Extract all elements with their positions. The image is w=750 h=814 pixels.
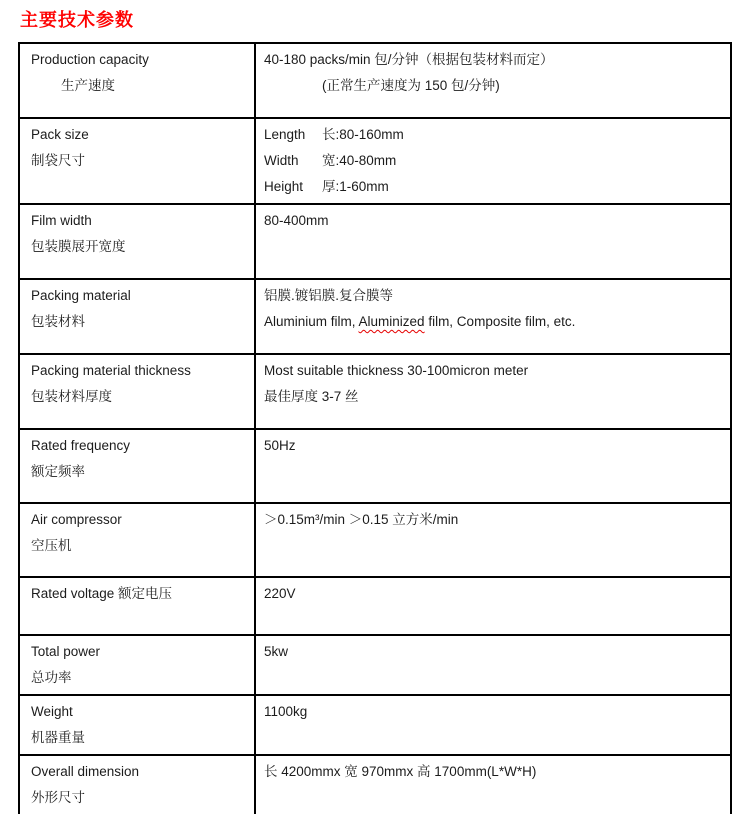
spec-line xyxy=(31,208,246,234)
spec-line xyxy=(31,234,246,260)
spec-text: 5kw xyxy=(264,644,289,659)
specs-table xyxy=(18,42,732,814)
spec-value-cell xyxy=(255,279,731,354)
spec-text: 包装材料厚度 xyxy=(31,389,112,404)
spec-line xyxy=(31,122,246,148)
spec-value-cell xyxy=(255,354,731,429)
spec-text: 外形尺寸 xyxy=(31,790,85,805)
spec-line xyxy=(264,759,722,785)
spec-name-cell xyxy=(19,118,255,204)
spec-line xyxy=(31,459,246,485)
spec-line xyxy=(31,581,246,607)
spec-line xyxy=(31,47,246,73)
spec-line xyxy=(264,208,722,234)
spec-text: 包装材料 xyxy=(31,314,85,329)
spec-value-cell xyxy=(255,204,731,279)
table-row-rated-frequency xyxy=(19,429,731,503)
spec-name-cell xyxy=(19,429,255,503)
spec-line xyxy=(264,148,722,174)
spec-text: Production capacity xyxy=(31,52,149,67)
spec-line xyxy=(31,358,246,384)
spec-line xyxy=(264,581,722,607)
spec-name-cell xyxy=(19,204,255,279)
spec-value-cell xyxy=(255,118,731,204)
spec-line xyxy=(31,699,246,725)
spec-text: Packing material thickness xyxy=(31,363,191,378)
spec-text: (正常生产速度为 150 包/分钟) xyxy=(322,78,500,93)
spec-line xyxy=(264,507,722,533)
spec-name-cell xyxy=(19,279,255,354)
spec-text: ＞0.15m³/min ＞0.15 立方米/min xyxy=(264,512,459,527)
spec-text: Rated frequency xyxy=(31,438,131,453)
spec-value-cell xyxy=(255,503,731,577)
spec-line xyxy=(264,283,722,309)
table-row-production-capacity xyxy=(19,43,731,118)
spec-text: 50Hz xyxy=(264,438,296,453)
spec-text: 总功率 xyxy=(31,670,72,685)
spec-text: 额定频率 xyxy=(31,464,85,479)
spec-text: Rated voltage 额定电压 xyxy=(31,586,173,601)
spec-line xyxy=(264,122,722,148)
spec-text: Most suitable thickness 30-100micron meter xyxy=(264,363,529,378)
spec-value-cell xyxy=(255,755,731,814)
spec-line xyxy=(31,283,246,309)
spec-line xyxy=(264,639,722,665)
spec-line xyxy=(31,384,246,410)
table-row-packing-material xyxy=(19,279,731,354)
spec-line xyxy=(31,759,246,785)
spec-text: Film width xyxy=(31,213,92,228)
spec-line xyxy=(31,433,246,459)
spec-text: 80-400mm xyxy=(264,213,329,228)
spec-value-cell xyxy=(255,577,731,635)
spec-line xyxy=(31,507,246,533)
table-row-pack-size xyxy=(19,118,731,204)
spec-text: Total power xyxy=(31,644,101,659)
spec-name-cell xyxy=(19,695,255,755)
spec-text: 长 4200mmx 宽 970mmx 高 1700mm(L*W*H) xyxy=(264,764,537,779)
spec-name-cell xyxy=(19,354,255,429)
table-row-weight xyxy=(19,695,731,755)
spec-text: Pack size xyxy=(31,127,89,142)
spec-line xyxy=(264,174,722,200)
spec-line xyxy=(31,533,246,559)
table-row-total-power xyxy=(19,635,731,695)
spec-text: 40-180 packs/min 包/分钟（根据包装材料而定） xyxy=(264,52,554,67)
spec-line xyxy=(31,785,246,811)
spec-line xyxy=(264,433,722,459)
spec-text: 宽:40-80mm xyxy=(322,153,397,168)
spec-line xyxy=(264,699,722,725)
spec-value-cell xyxy=(255,429,731,503)
spec-line xyxy=(31,665,246,691)
spec-line xyxy=(31,725,246,751)
spec-text: 生产速度 xyxy=(61,78,115,93)
spec-text: 最佳厚度 3-7 丝 xyxy=(264,389,359,404)
spec-line xyxy=(31,148,246,174)
spec-value-cell xyxy=(255,695,731,755)
spec-value-cell xyxy=(255,635,731,695)
spec-line xyxy=(31,73,246,99)
spec-line xyxy=(264,384,722,410)
spec-line xyxy=(264,358,722,384)
spec-line xyxy=(31,309,246,335)
spec-text: 长:80-160mm xyxy=(322,127,404,142)
spec-text: 厚:1-60mm xyxy=(322,179,389,194)
spec-text: 铝膜.镀铝膜.复合膜等 xyxy=(264,288,394,303)
text-part: Aluminium film, xyxy=(264,314,359,329)
text-part: film, Composite film, etc. xyxy=(424,314,576,329)
spec-line xyxy=(264,309,722,335)
spec-value-cell xyxy=(255,43,731,118)
table-row-film-width xyxy=(19,204,731,279)
spec-name-cell xyxy=(19,43,255,118)
spec-text: 包装膜展开宽度 xyxy=(31,239,126,254)
spec-line xyxy=(264,73,722,99)
spec-text: 220V xyxy=(264,586,296,601)
dimension-label: Width xyxy=(264,153,299,168)
table-row-rated-voltage xyxy=(19,577,731,635)
dimension-label: Length xyxy=(264,127,306,142)
spec-text: 机器重量 xyxy=(31,730,85,745)
table-row-packing-material-thickness xyxy=(19,354,731,429)
spec-text: Air compressor xyxy=(31,512,122,527)
spec-name-cell xyxy=(19,503,255,577)
spec-line xyxy=(31,639,246,665)
table-row-air-compressor xyxy=(19,503,731,577)
spec-name-cell xyxy=(19,635,255,695)
spec-name-cell xyxy=(19,755,255,814)
page-title: 主要技术参数 xyxy=(20,10,134,30)
spec-name-cell xyxy=(19,577,255,635)
spec-text: Packing material xyxy=(31,288,131,303)
spec-line xyxy=(264,47,722,73)
spellcheck-word: Aluminized xyxy=(358,314,425,329)
spec-text: Overall dimension xyxy=(31,764,140,779)
spec-text: 空压机 xyxy=(31,538,72,553)
spec-text: Weight xyxy=(31,704,73,719)
table-row-overall-dimension xyxy=(19,755,731,814)
dimension-label: Height xyxy=(264,179,304,194)
spec-text: 制袋尺寸 xyxy=(31,153,85,168)
spec-text: 1100kg xyxy=(264,704,308,719)
